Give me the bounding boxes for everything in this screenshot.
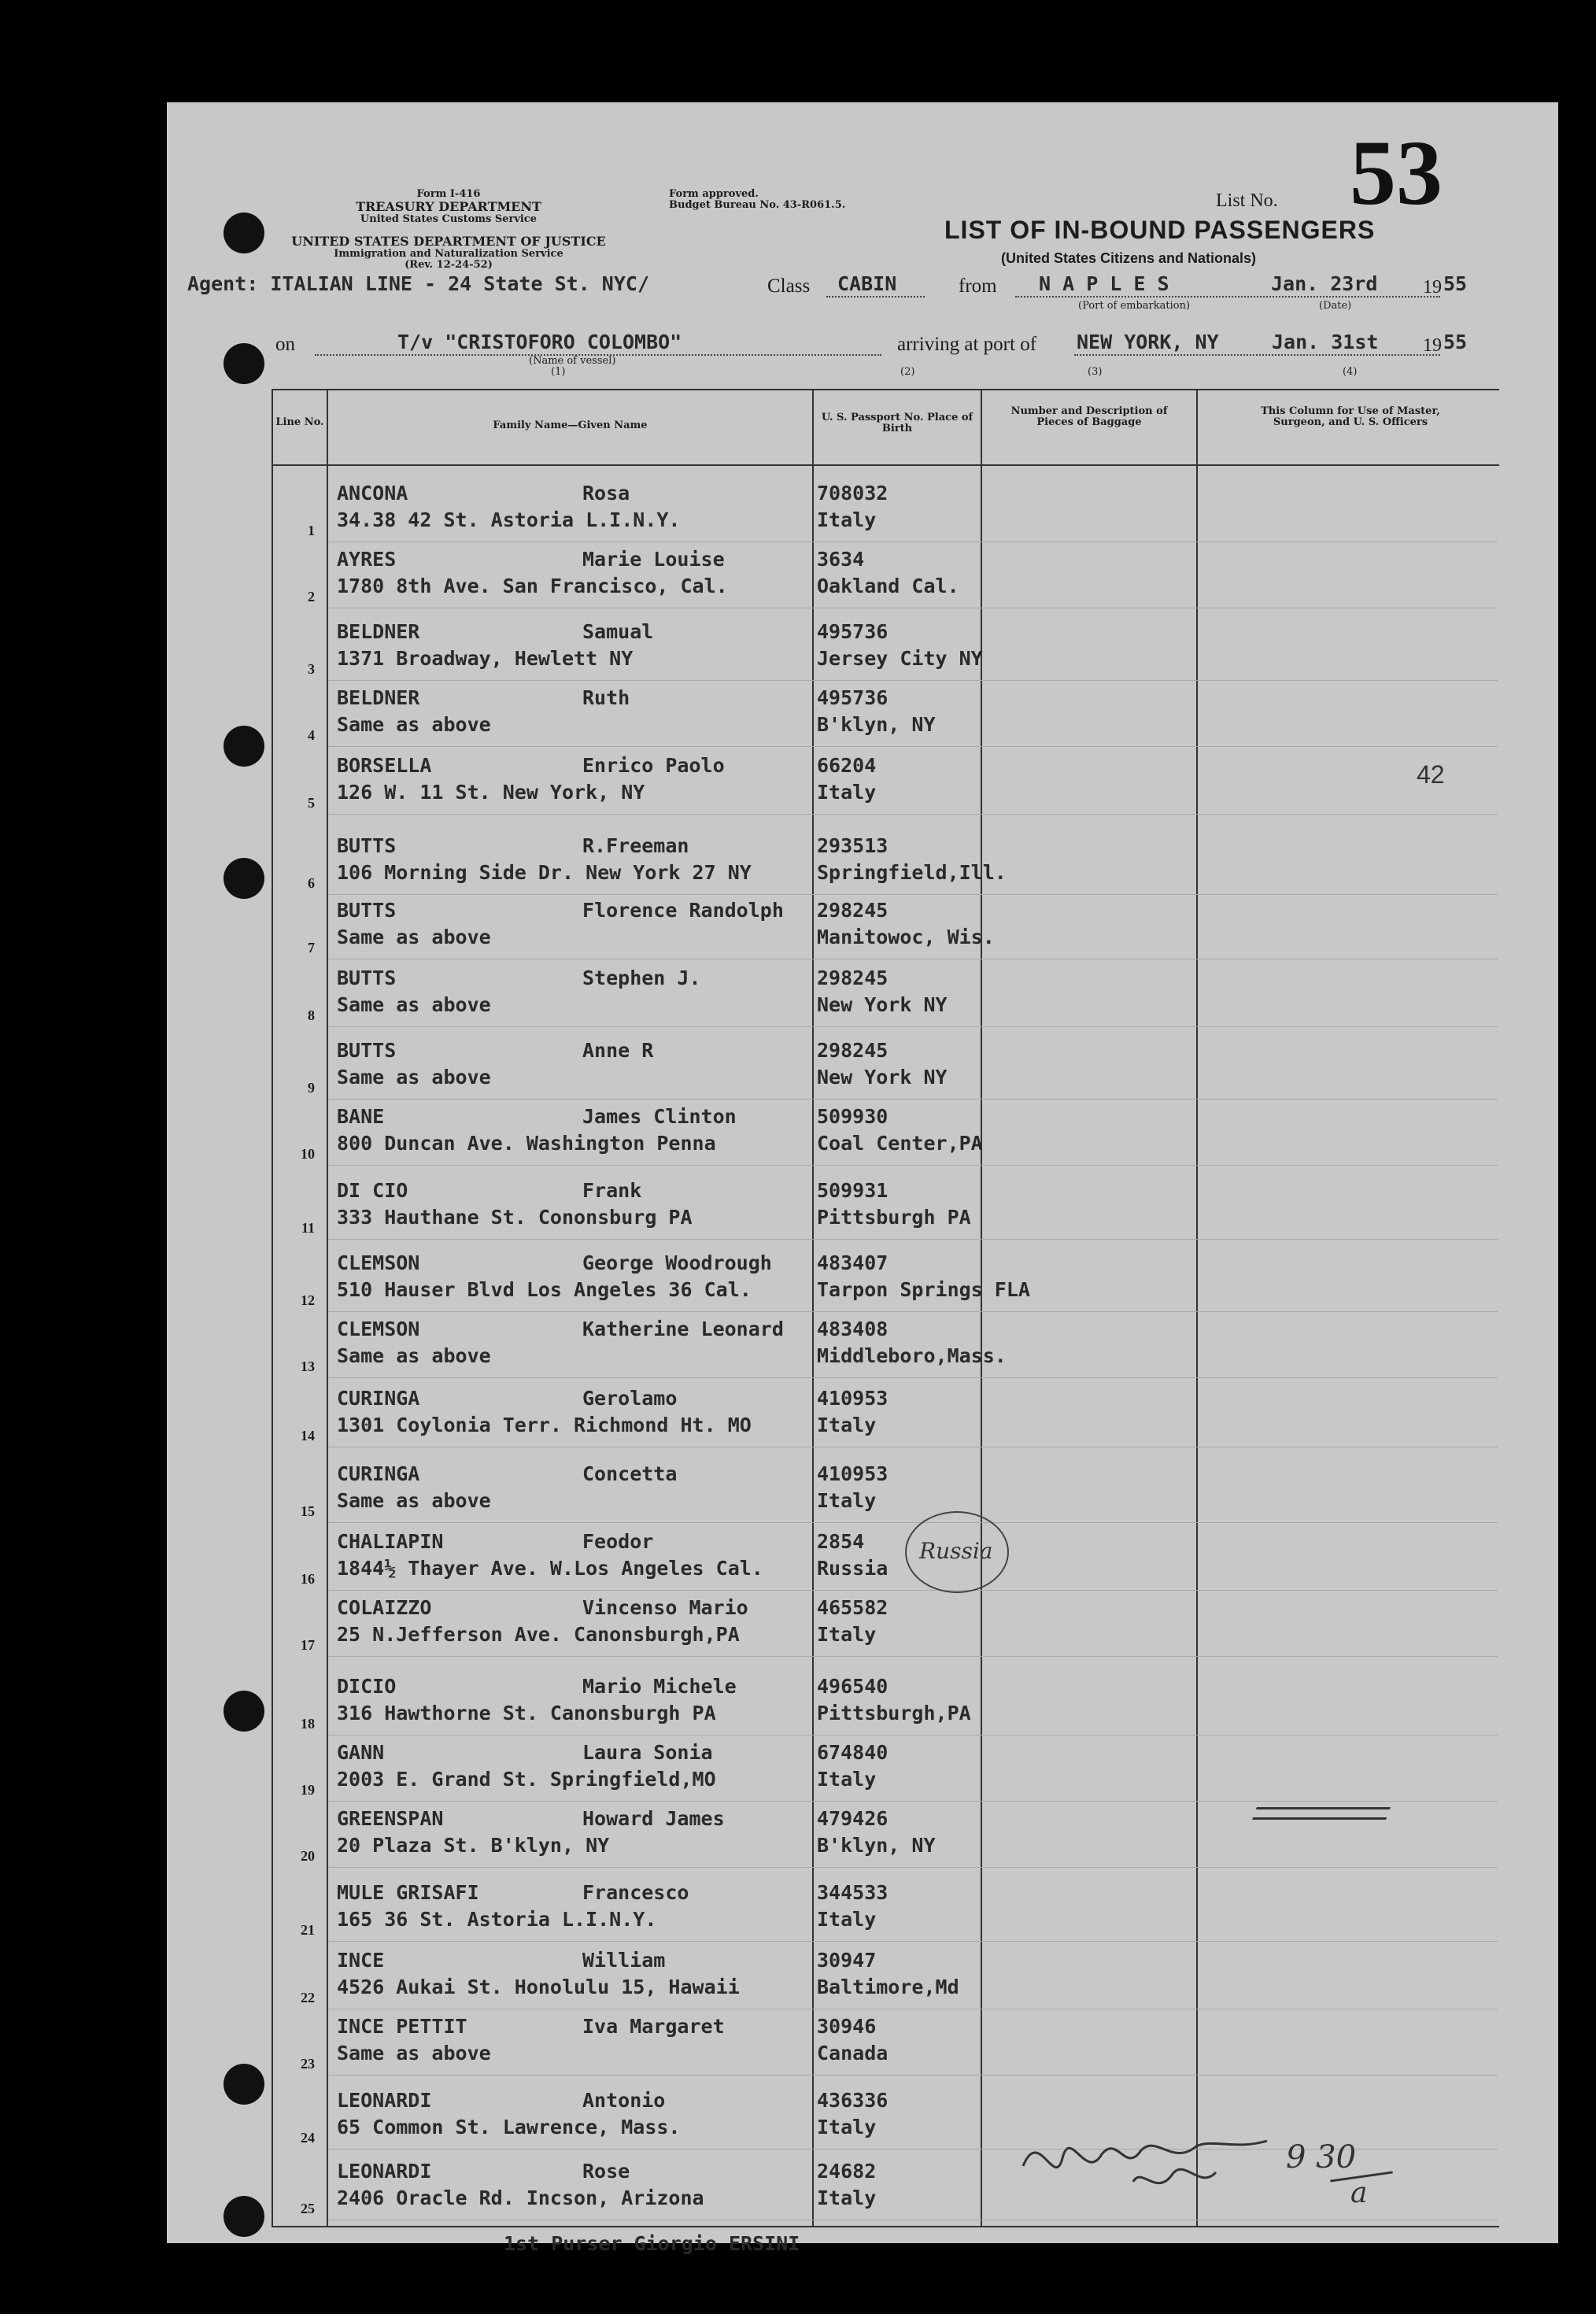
fraction-denominator: a xyxy=(1350,2177,1368,2209)
passport-number: 495736 xyxy=(817,686,889,709)
budget-bureau: Budget Bureau No. 43-R061.5. xyxy=(669,199,846,211)
punch-hole xyxy=(224,2064,264,2105)
passenger-family-name: INCE PETTIT xyxy=(337,2015,467,2038)
passenger-address: Same as above xyxy=(337,2042,491,2064)
row-divider xyxy=(328,1590,1498,1591)
place-of-birth: Middleboro,Mass. xyxy=(817,1344,1007,1367)
place-of-birth: Pittsburgh PA xyxy=(817,1206,971,1229)
passenger-given-name: Francesco xyxy=(582,1881,689,1904)
line-number: 18 xyxy=(301,1716,315,1732)
passenger-given-name: Samual xyxy=(582,620,654,643)
passport-number: 708032 xyxy=(817,482,889,505)
line-number: 5 xyxy=(308,795,315,811)
passenger-address: Same as above xyxy=(337,993,491,1016)
col4-caption: (4) xyxy=(1343,366,1358,378)
passenger-given-name: Mario Michele xyxy=(582,1675,737,1698)
passport-number: 410953 xyxy=(817,1462,889,1485)
row-divider xyxy=(328,1239,1498,1240)
passenger-family-name: CURINGA xyxy=(337,1387,420,1410)
passenger-given-name: James Clinton xyxy=(582,1105,737,1128)
passenger-given-name: Florence Randolph xyxy=(582,899,784,922)
row-divider xyxy=(328,814,1498,815)
passport-number: 298245 xyxy=(817,967,889,989)
passenger-family-name: BELDNER xyxy=(337,686,420,709)
line-number: 24 xyxy=(301,2130,315,2146)
passport-number: 30947 xyxy=(817,1949,877,1972)
arrival-date: Jan. 31st xyxy=(1272,331,1379,353)
passenger-family-name: GANN xyxy=(337,1741,385,1764)
class-value: CABIN xyxy=(837,272,897,295)
passport-number: 66204 xyxy=(817,754,877,777)
row-divider xyxy=(328,1311,1498,1312)
row-divider xyxy=(328,746,1498,747)
line-number: 11 xyxy=(301,1220,315,1236)
passenger-address: 126 W. 11 St. New York, NY xyxy=(337,781,645,804)
class-label: Class xyxy=(767,275,811,297)
passenger-family-name: CLEMSON xyxy=(337,1318,420,1340)
passenger-given-name: Marie Louise xyxy=(582,548,725,571)
passenger-given-name: Ruth xyxy=(582,686,630,709)
line-number: 22 xyxy=(301,1990,315,2005)
passenger-family-name: CHALIAPIN xyxy=(337,1530,444,1553)
passport-number: 298245 xyxy=(817,1039,889,1062)
line-number: 3 xyxy=(308,661,315,677)
passenger-address: 1780 8th Ave. San Francisco, Cal. xyxy=(337,575,728,597)
passenger-family-name: BUTTS xyxy=(337,834,397,857)
passenger-given-name: Iva Margaret xyxy=(582,2015,725,2038)
place-of-birth: Italy xyxy=(817,1623,877,1646)
fraction-numerator: 9 30 xyxy=(1286,2139,1357,2175)
place-of-birth: Baltimore,Md xyxy=(817,1976,959,1998)
passport-number: 24682 xyxy=(817,2160,877,2183)
passenger-family-name: BORSELLA xyxy=(337,754,432,777)
row5-note: 42 xyxy=(1417,760,1445,789)
year-prefix: 19 xyxy=(1423,277,1442,298)
passenger-family-name: BUTTS xyxy=(337,899,397,922)
passport-number: 483407 xyxy=(817,1251,889,1274)
passport-number: 483408 xyxy=(817,1318,889,1340)
passenger-address: 800 Duncan Ave. Washington Penna xyxy=(337,1132,716,1155)
place-of-birth: Italy xyxy=(817,781,877,804)
form-identification xyxy=(338,189,559,225)
line-number: 10 xyxy=(301,1146,315,1162)
passenger-address: 25 N.Jefferson Ave. Canonsburgh,PA xyxy=(337,1623,740,1646)
passport-number: 30946 xyxy=(817,2015,877,2038)
line-number: 13 xyxy=(301,1358,315,1374)
place-of-birth: Springfield,Ill. xyxy=(817,861,1007,884)
passenger-given-name: R.Freeman xyxy=(582,834,689,857)
row-divider xyxy=(328,1377,1498,1378)
col2-caption: (2) xyxy=(900,366,915,378)
passenger-family-name: BELDNER xyxy=(337,620,420,643)
place-of-birth: Canada xyxy=(817,2042,889,2064)
passenger-family-name: LEONARDI xyxy=(337,2089,432,2112)
customs-service: United States Customs Service xyxy=(360,213,538,225)
col-header-officers: This Column for Use of Master, Surgeon, and U. S. Officers xyxy=(1261,405,1440,428)
place-of-birth: Italy xyxy=(817,1414,877,1436)
passenger-given-name: Rose xyxy=(582,2160,630,2183)
list-no-label: List No. xyxy=(1216,190,1278,211)
passenger-address: Same as above xyxy=(337,1344,491,1367)
vessel-name: T/v "CRISTOFORO COLOMBO" xyxy=(397,331,682,353)
row-divider xyxy=(328,2075,1498,2076)
passport-number: 436336 xyxy=(817,2089,889,2112)
place-of-birth: Jersey City NY xyxy=(817,647,983,670)
line-number: 4 xyxy=(308,727,315,743)
passenger-given-name: Antonio xyxy=(582,2089,666,2112)
place-of-birth: New York NY xyxy=(817,993,948,1016)
row-divider xyxy=(328,1522,1498,1523)
passport-number: 410953 xyxy=(817,1387,889,1410)
passenger-family-name: BUTTS xyxy=(337,967,397,989)
form-title: LIST OF IN-BOUND PASSENGERS xyxy=(944,216,1376,244)
punch-hole xyxy=(224,213,264,253)
row-divider xyxy=(328,1165,1498,1166)
passport-number: 465582 xyxy=(817,1596,889,1619)
passenger-address: 1301 Coylonia Terr. Richmond Ht. MO xyxy=(337,1414,752,1436)
punch-hole xyxy=(224,1691,264,1732)
passport-number: 293513 xyxy=(817,834,889,857)
departure-date: Jan. 23rd xyxy=(1271,272,1378,295)
year-prefix-2: 19 xyxy=(1423,335,1442,356)
passenger-address: 2406 Oracle Rd. Incson, Arizona xyxy=(337,2186,704,2209)
passenger-given-name: Gerolamo xyxy=(582,1387,678,1410)
passenger-given-name: William xyxy=(582,1949,666,1972)
on-label: on xyxy=(275,334,295,355)
passenger-given-name: Katherine Leonard xyxy=(582,1318,784,1340)
treasury-dept: TREASURY DEPARTMENT xyxy=(356,199,541,214)
place-of-birth: Pittsburgh,PA xyxy=(817,1702,971,1724)
passenger-given-name: George Woodrough xyxy=(582,1251,772,1274)
line-number: 20 xyxy=(301,1848,315,1864)
punch-hole xyxy=(224,2196,264,2237)
passenger-address: 106 Morning Side Dr. New York 27 NY xyxy=(337,861,752,884)
passenger-family-name: CURINGA xyxy=(337,1462,420,1485)
line-number: 23 xyxy=(301,2056,315,2072)
line-number: 21 xyxy=(301,1922,315,1938)
passenger-address: Same as above xyxy=(337,1066,491,1089)
passenger-given-name: Feodor xyxy=(582,1530,654,1553)
passport-number: 479426 xyxy=(817,1807,889,1830)
port-caption: (Port of embarkation) xyxy=(1078,300,1191,312)
line-number: 2 xyxy=(308,589,315,604)
purser-signature: 1st Purser Giorgio ERSINI xyxy=(504,2232,800,2255)
passenger-given-name: Vincenso Mario xyxy=(582,1596,748,1619)
passport-number: 3634 xyxy=(817,548,865,571)
line-number: 1 xyxy=(308,523,315,538)
row-divider xyxy=(328,1941,1498,1942)
col3-caption: (3) xyxy=(1088,366,1103,378)
agent-line: Agent: ITALIAN LINE - 24 State St. NYC/ xyxy=(187,272,649,295)
passenger-family-name: MULE GRISAFI xyxy=(337,1881,479,1904)
passenger-family-name: CLEMSON xyxy=(337,1251,420,1274)
passport-number: 496540 xyxy=(817,1675,889,1698)
place-of-birth: New York NY xyxy=(817,1066,948,1089)
place-of-birth: B'klyn, NY xyxy=(817,1834,936,1857)
arrival-year: 55 xyxy=(1443,331,1468,353)
arriving-label: arriving at port of xyxy=(897,334,1037,355)
row-divider xyxy=(328,1099,1498,1100)
passenger-address: 316 Hawthorne St. Canonsburgh PA xyxy=(337,1702,716,1724)
passenger-given-name: Stephen J. xyxy=(582,967,701,989)
passenger-family-name: ANCONA xyxy=(337,482,408,505)
departure-year: 55 xyxy=(1443,272,1468,295)
list-number: 53 xyxy=(1350,121,1443,224)
passport-number: 298245 xyxy=(817,899,889,922)
passenger-family-name: COLAIZZO xyxy=(337,1596,432,1619)
line-number: 19 xyxy=(301,1782,315,1798)
passenger-address: 4526 Aukai St. Honolulu 15, Hawaii xyxy=(337,1976,740,1998)
passenger-address: 510 Hauser Blvd Los Angeles 36 Cal. xyxy=(337,1278,752,1301)
passenger-family-name: BUTTS xyxy=(337,1039,397,1062)
passenger-given-name: Rosa xyxy=(582,482,630,505)
passenger-address: 20 Plaza St. B'klyn, NY xyxy=(337,1834,610,1857)
crossed-out-mark xyxy=(1252,1807,1391,1820)
place-of-birth: Italy xyxy=(817,1489,877,1512)
passenger-address: Same as above xyxy=(337,926,491,948)
col-header-name: Family Name—Given Name xyxy=(493,420,648,431)
line-number: 25 xyxy=(301,2201,315,2216)
passenger-address: Same as above xyxy=(337,713,491,736)
ins-service: Immigration and Naturalization Service xyxy=(334,248,563,260)
line-number: 7 xyxy=(308,940,315,956)
col1-caption: (1) xyxy=(551,366,566,378)
arrival-port: NEW YORK, NY xyxy=(1077,331,1219,353)
passenger-address: 2003 E. Grand St. Springfield,MO xyxy=(337,1768,716,1791)
passport-number: 509931 xyxy=(817,1179,889,1202)
vessel-caption: (Name of vessel) xyxy=(529,355,616,367)
passenger-family-name: DICIO xyxy=(337,1675,397,1698)
form-approved: Form approved. xyxy=(669,188,759,200)
line-number: 12 xyxy=(301,1292,315,1308)
row-divider xyxy=(328,1867,1498,1868)
form-number: Form I-416 xyxy=(416,188,481,200)
passenger-address: 1371 Broadway, Hewlett NY xyxy=(337,647,634,670)
passenger-family-name: DI CIO xyxy=(337,1179,408,1202)
form-revision: (Rev. 12-24-52) xyxy=(405,259,493,271)
passenger-given-name: Enrico Paolo xyxy=(582,754,725,777)
place-of-birth: Manitowoc, Wis. xyxy=(817,926,995,948)
passenger-given-name: Anne R xyxy=(582,1039,654,1062)
place-of-birth: Italy xyxy=(817,1768,877,1791)
punch-hole xyxy=(224,726,264,767)
line-number: 16 xyxy=(301,1571,315,1587)
passport-number: 674840 xyxy=(817,1741,889,1764)
passenger-address: 34.38 42 St. Astoria L.I.N.Y. xyxy=(337,508,681,531)
passenger-given-name: Frank xyxy=(582,1179,642,1202)
line-number: 6 xyxy=(308,875,315,891)
justice-dept: UNITED STATES DEPARTMENT OF JUSTICE xyxy=(291,234,606,249)
passenger-address: 65 Common St. Lawrence, Mass. xyxy=(337,2116,681,2138)
passenger-family-name: AYRES xyxy=(337,548,397,571)
passenger-family-name: BANE xyxy=(337,1105,385,1128)
punch-hole xyxy=(224,858,264,899)
passenger-family-name: LEONARDI xyxy=(337,2160,432,2183)
place-of-birth: Italy xyxy=(817,508,877,531)
row-divider xyxy=(328,680,1498,681)
place-of-birth: Tarpon Springs FLA xyxy=(817,1278,1030,1301)
place-of-birth: Coal Center,PA xyxy=(817,1132,983,1155)
passenger-address: 1844½ Thayer Ave. W.Los Angeles Cal. xyxy=(337,1557,763,1580)
passenger-address: 165 36 St. Astoria L.I.N.Y. xyxy=(337,1908,657,1931)
passenger-family-name: GREENSPAN xyxy=(337,1807,444,1830)
passenger-given-name: Laura Sonia xyxy=(582,1741,713,1764)
col-header-passport: U. S. Passport No. Place of Birth xyxy=(821,412,973,434)
row-divider xyxy=(328,1735,1498,1736)
passport-number: 495736 xyxy=(817,620,889,643)
passenger-address: Same as above xyxy=(337,1489,491,1512)
justice-block xyxy=(268,235,630,271)
place-of-birth: Italy xyxy=(817,1908,877,1931)
approval-block xyxy=(669,189,845,211)
form-subtitle: (United States Citizens and Nationals) xyxy=(1001,250,1257,266)
passport-number: 509930 xyxy=(817,1105,889,1128)
line-number: 14 xyxy=(301,1428,315,1443)
row-divider xyxy=(328,894,1498,895)
place-of-birth: Oakland Cal. xyxy=(817,575,959,597)
passport-number: 2854 xyxy=(817,1530,865,1553)
row-divider xyxy=(328,1801,1498,1802)
row-divider xyxy=(328,1656,1498,1657)
place-of-birth: Russia xyxy=(817,1557,889,1580)
place-of-birth: B'klyn, NY xyxy=(817,713,936,736)
row-divider xyxy=(328,1026,1498,1027)
passenger-given-name: Concetta xyxy=(582,1462,678,1485)
line-number: 15 xyxy=(301,1503,315,1519)
col-header-baggage: Number and Description of Pieces of Baggage xyxy=(1010,405,1168,428)
line-number: 8 xyxy=(308,1007,315,1023)
col-header-line: Line No. xyxy=(275,416,324,428)
place-of-birth: Italy xyxy=(817,2186,877,2209)
embarkation-port: N A P L E S xyxy=(1039,272,1169,295)
passenger-family-name: INCE xyxy=(337,1949,385,1972)
from-label: from xyxy=(959,275,997,297)
passenger-given-name: Howard James xyxy=(582,1807,725,1830)
handwritten-signature xyxy=(1015,2111,1299,2205)
russia-note: Russia xyxy=(919,1538,993,1564)
punch-hole xyxy=(224,343,264,384)
place-of-birth: Italy xyxy=(817,2116,877,2138)
line-number: 9 xyxy=(308,1080,315,1096)
date-caption: (Date) xyxy=(1319,300,1352,312)
passport-number: 344533 xyxy=(817,1881,889,1904)
passenger-address: 333 Hauthane St. Cononsburg PA xyxy=(337,1206,693,1229)
line-number: 17 xyxy=(301,1637,315,1653)
